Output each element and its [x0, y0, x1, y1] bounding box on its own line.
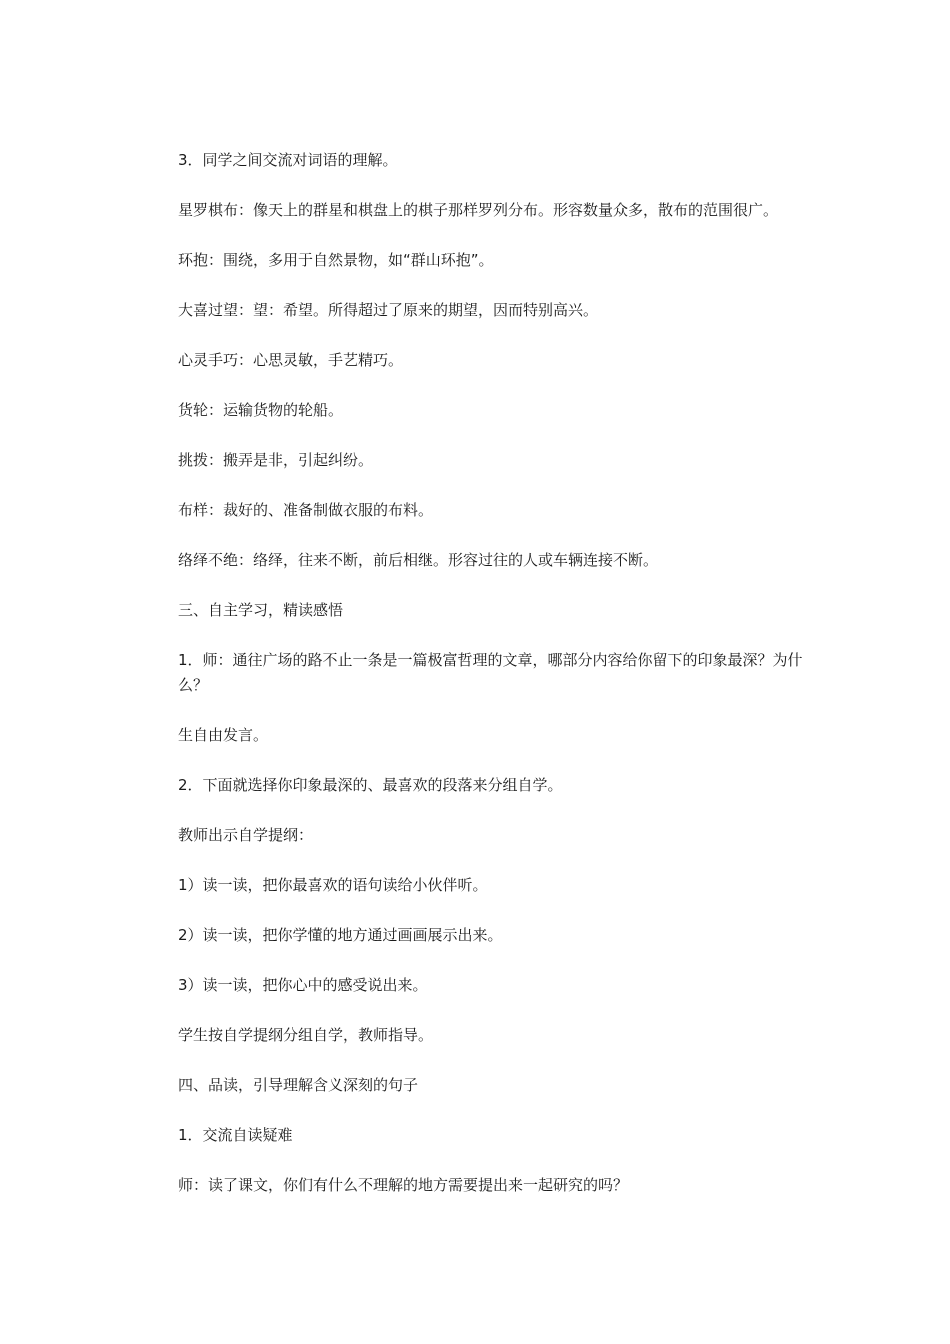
section-heading-4: 四、品读，引导理解含义深刻的句子 — [178, 1076, 419, 1094]
paragraph-21: 师：读了课文，你们有什么不理解的地方需要提出来一起研究的吗？ — [178, 1176, 629, 1194]
paragraph-3: 环抱：围绕，多用于自然景物，如“群山环抱”。 — [178, 251, 494, 269]
paragraph-9: 络绎不绝：络绎，往来不断，前后相继。形容过往的人或车辆连接不断。 — [178, 551, 659, 569]
paragraph-20: 1．交流自读疑难 — [178, 1126, 293, 1144]
paragraph-17: 3）读一读，把你心中的感受说出来。 — [178, 976, 428, 994]
paragraph-18: 学生按自学提纲分组自学，教师指导。 — [178, 1026, 434, 1044]
paragraph-11: 1．师：通往广场的路不止一条是一篇极富哲理的文章，哪部分内容给你留下的印象最深？为什么？ — [178, 651, 803, 694]
paragraph-2: 星罗棋布：像天上的群星和棋盘上的棋子那样罗列分布。形容数量众多，散布的范围很广。 — [178, 201, 779, 219]
paragraph-8: 布样：裁好的、准备制做衣服的布料。 — [178, 501, 434, 519]
paragraph-16: 2）读一读，把你学懂的地方通过画画展示出来。 — [178, 926, 503, 944]
paragraph-5: 心灵手巧：心思灵敏，手艺精巧。 — [178, 351, 404, 369]
document-body — [178, 148, 818, 1198]
paragraph-13: 2．下面就选择你印象最深的、最喜欢的段落来分组自学。 — [178, 776, 563, 794]
paragraph-14: 教师出示自学提纲： — [178, 826, 314, 844]
paragraph-1: 3．同学之间交流对词语的理解。 — [178, 151, 398, 169]
paragraph-4: 大喜过望：望：希望。所得超过了原来的期望，因而特别高兴。 — [178, 301, 599, 319]
paragraph-6: 货轮：运输货物的轮船。 — [178, 401, 344, 419]
section-heading-3: 三、自主学习，精读感悟 — [178, 601, 344, 619]
paragraph-12: 生自由发言。 — [178, 726, 269, 744]
paragraph-7: 挑拨：搬弄是非，引起纠纷。 — [178, 451, 374, 469]
paragraph-15: 1）读一读，把你最喜欢的语句读给小伙伴听。 — [178, 876, 488, 894]
